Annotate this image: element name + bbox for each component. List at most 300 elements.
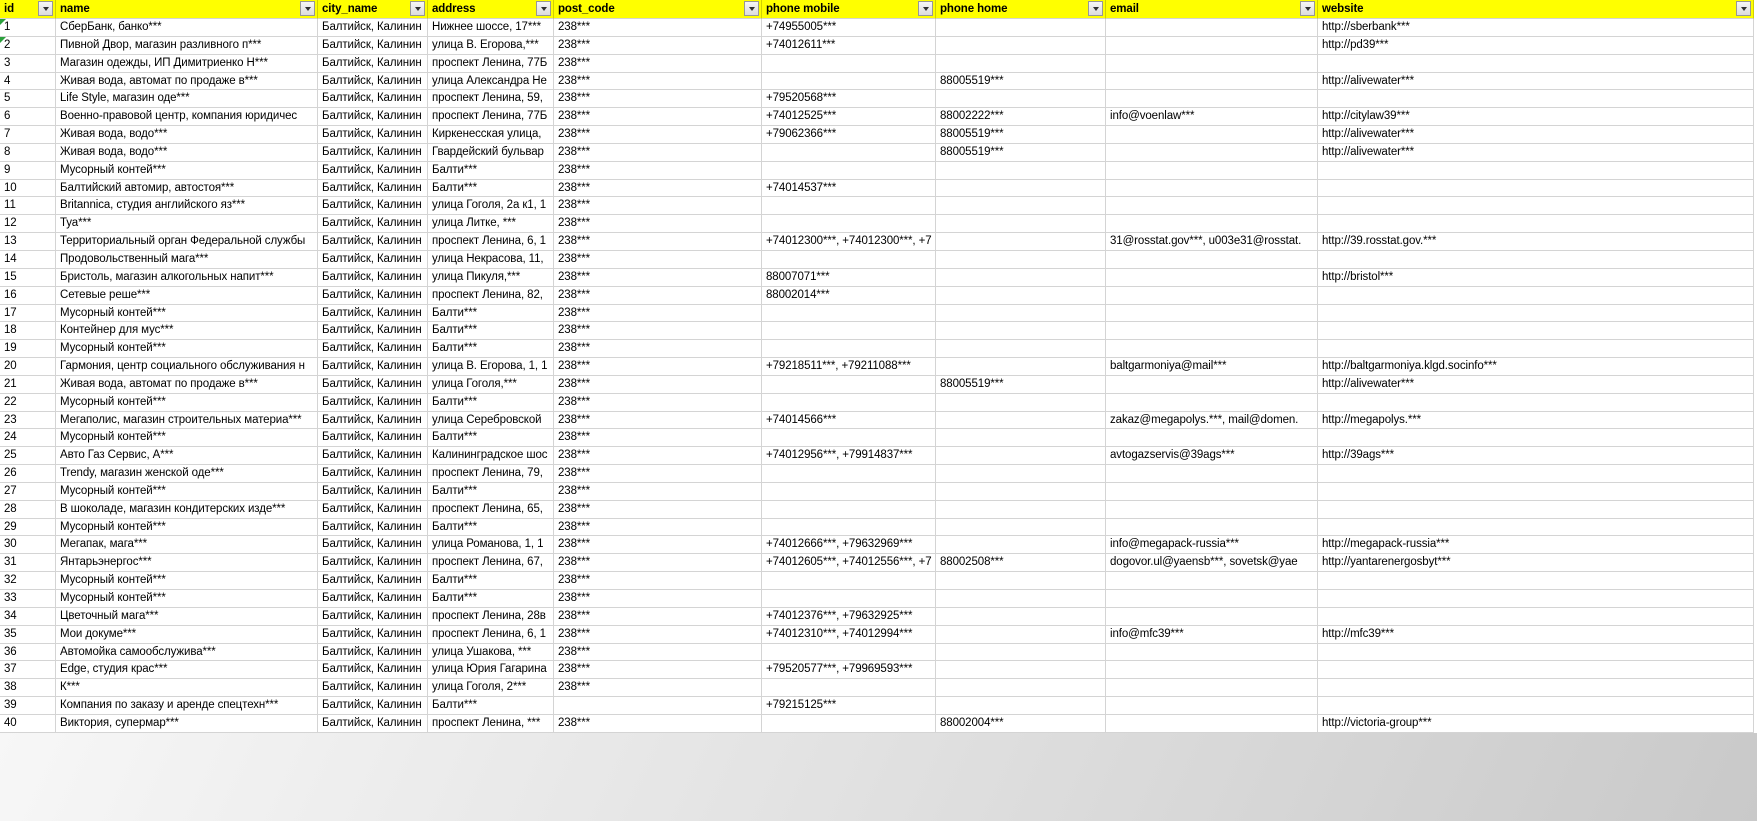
cell-website[interactable]: http://sberbank***	[1318, 19, 1754, 37]
cell-phone-mobile[interactable]	[762, 197, 936, 215]
cell-address[interactable]: Балти***	[428, 162, 554, 180]
cell-id[interactable]: 15	[0, 269, 56, 287]
cell-email[interactable]	[1106, 126, 1318, 144]
cell-email[interactable]	[1106, 340, 1318, 358]
column-header-id[interactable]	[0, 0, 56, 19]
cell-website[interactable]	[1318, 197, 1754, 215]
cell-id[interactable]: 2	[0, 37, 56, 55]
cell-post-code[interactable]: 238***	[554, 215, 762, 233]
cell-address[interactable]: улица Гоголя, 2***	[428, 679, 554, 697]
cell-email[interactable]	[1106, 644, 1318, 662]
cell-name[interactable]: Контейнер для мус***	[56, 322, 318, 340]
cell-phone-home[interactable]	[936, 412, 1106, 430]
cell-email[interactable]	[1106, 483, 1318, 501]
cell-city-name[interactable]: Балтийск, Калинин	[318, 287, 428, 305]
cell-post-code[interactable]: 238***	[554, 108, 762, 126]
cell-name[interactable]: Мусорный контей***	[56, 483, 318, 501]
cell-website[interactable]	[1318, 608, 1754, 626]
cell-post-code[interactable]: 238***	[554, 412, 762, 430]
cell-email[interactable]	[1106, 679, 1318, 697]
cell-post-code[interactable]: 238***	[554, 376, 762, 394]
cell-email[interactable]	[1106, 162, 1318, 180]
cell-website[interactable]	[1318, 394, 1754, 412]
cell-website[interactable]: http://alivewater***	[1318, 376, 1754, 394]
column-header-phone-mobile[interactable]	[762, 0, 936, 19]
cell-website[interactable]: http://alivewater***	[1318, 144, 1754, 162]
cell-address[interactable]: улица Гоголя,***	[428, 376, 554, 394]
cell-phone-mobile[interactable]: +79215125***	[762, 697, 936, 715]
cell-post-code[interactable]: 238***	[554, 305, 762, 323]
cell-phone-home[interactable]	[936, 483, 1106, 501]
cell-phone-home[interactable]	[936, 37, 1106, 55]
cell-phone-home[interactable]	[936, 90, 1106, 108]
cell-phone-home[interactable]	[936, 55, 1106, 73]
cell-phone-mobile[interactable]	[762, 590, 936, 608]
cell-name[interactable]: К***	[56, 679, 318, 697]
cell-phone-mobile[interactable]: 88007071***	[762, 269, 936, 287]
cell-email[interactable]: info@mfc39***	[1106, 626, 1318, 644]
cell-id[interactable]: 29	[0, 519, 56, 537]
filter-dropdown-button[interactable]	[918, 1, 933, 16]
cell-id[interactable]: 14	[0, 251, 56, 269]
cell-phone-home[interactable]	[936, 572, 1106, 590]
cell-email[interactable]	[1106, 501, 1318, 519]
cell-post-code[interactable]: 238***	[554, 162, 762, 180]
cell-city-name[interactable]: Балтийск, Калинин	[318, 37, 428, 55]
cell-phone-mobile[interactable]: +74012666***, +79632969***	[762, 536, 936, 554]
cell-phone-home[interactable]	[936, 519, 1106, 537]
cell-name[interactable]: Авто Газ Сервис, А***	[56, 447, 318, 465]
cell-email[interactable]: 31@rosstat.gov***, u003e31@rosstat.	[1106, 233, 1318, 251]
cell-id[interactable]: 7	[0, 126, 56, 144]
cell-address[interactable]: улица Некрасова, 11,	[428, 251, 554, 269]
cell-address[interactable]: улица Александра Не	[428, 73, 554, 91]
cell-id[interactable]: 1	[0, 19, 56, 37]
cell-email[interactable]	[1106, 180, 1318, 198]
cell-website[interactable]: http://alivewater***	[1318, 73, 1754, 91]
cell-address[interactable]: Балти***	[428, 572, 554, 590]
cell-city-name[interactable]: Балтийск, Калинин	[318, 126, 428, 144]
cell-name[interactable]: Автомойка самообслужива***	[56, 644, 318, 662]
cell-name[interactable]: Балтийский автомир, автостоя***	[56, 180, 318, 198]
cell-name[interactable]: Britannica, студия английского яз***	[56, 197, 318, 215]
cell-name[interactable]: Мегапак, мага***	[56, 536, 318, 554]
filter-dropdown-button[interactable]	[536, 1, 551, 16]
cell-phone-mobile[interactable]: +74012605***, +74012556***, +7	[762, 554, 936, 572]
cell-id[interactable]: 4	[0, 73, 56, 91]
cell-city-name[interactable]: Балтийск, Калинин	[318, 215, 428, 233]
cell-id[interactable]: 26	[0, 465, 56, 483]
cell-email[interactable]	[1106, 322, 1318, 340]
cell-address[interactable]: проспект Ленина, 65,	[428, 501, 554, 519]
cell-phone-mobile[interactable]	[762, 162, 936, 180]
cell-city-name[interactable]: Балтийск, Калинин	[318, 55, 428, 73]
filter-dropdown-button[interactable]	[410, 1, 425, 16]
cell-phone-home[interactable]: 88005519***	[936, 144, 1106, 162]
cell-website[interactable]	[1318, 465, 1754, 483]
cell-post-code[interactable]: 238***	[554, 180, 762, 198]
cell-name[interactable]: Мусорный контей***	[56, 162, 318, 180]
cell-phone-home[interactable]	[936, 465, 1106, 483]
cell-phone-mobile[interactable]	[762, 376, 936, 394]
cell-city-name[interactable]: Балтийск, Калинин	[318, 233, 428, 251]
cell-id[interactable]: 13	[0, 233, 56, 251]
cell-id[interactable]: 30	[0, 536, 56, 554]
cell-post-code[interactable]: 238***	[554, 197, 762, 215]
cell-phone-mobile[interactable]	[762, 322, 936, 340]
cell-phone-home[interactable]: 88002508***	[936, 554, 1106, 572]
cell-id[interactable]: 24	[0, 429, 56, 447]
cell-id[interactable]: 19	[0, 340, 56, 358]
cell-address[interactable]: Гвардейский бульвар	[428, 144, 554, 162]
cell-phone-home[interactable]	[936, 394, 1106, 412]
cell-phone-mobile[interactable]	[762, 305, 936, 323]
cell-address[interactable]: улица Романова, 1, 1	[428, 536, 554, 554]
cell-address[interactable]: Балти***	[428, 519, 554, 537]
cell-post-code[interactable]: 238***	[554, 90, 762, 108]
cell-email[interactable]	[1106, 572, 1318, 590]
cell-website[interactable]	[1318, 429, 1754, 447]
cell-phone-home[interactable]	[936, 536, 1106, 554]
cell-name[interactable]: Военно-правовой центр, компания юридичес	[56, 108, 318, 126]
cell-website[interactable]: http://39ags***	[1318, 447, 1754, 465]
cell-city-name[interactable]: Балтийск, Калинин	[318, 536, 428, 554]
cell-id[interactable]: 27	[0, 483, 56, 501]
cell-post-code[interactable]: 238***	[554, 358, 762, 376]
cell-name[interactable]: Пивной Двор, магазин разливного п***	[56, 37, 318, 55]
cell-phone-mobile[interactable]	[762, 715, 936, 733]
cell-website[interactable]	[1318, 572, 1754, 590]
cell-city-name[interactable]: Балтийск, Калинин	[318, 340, 428, 358]
cell-website[interactable]	[1318, 519, 1754, 537]
cell-email[interactable]: baltgarmoniya@mail***	[1106, 358, 1318, 376]
cell-name[interactable]: Сетевые реше***	[56, 287, 318, 305]
cell-email[interactable]	[1106, 19, 1318, 37]
cell-address[interactable]: проспект Ленина, 6, 1	[428, 233, 554, 251]
cell-address[interactable]: Балти***	[428, 590, 554, 608]
cell-name[interactable]: Мусорный контей***	[56, 590, 318, 608]
cell-post-code[interactable]: 238***	[554, 572, 762, 590]
cell-address[interactable]: Балти***	[428, 483, 554, 501]
cell-id[interactable]: 17	[0, 305, 56, 323]
cell-phone-home[interactable]	[936, 697, 1106, 715]
cell-city-name[interactable]: Балтийск, Калинин	[318, 376, 428, 394]
cell-city-name[interactable]: Балтийск, Калинин	[318, 162, 428, 180]
cell-phone-home[interactable]	[936, 269, 1106, 287]
cell-name[interactable]: Компания по заказу и аренде спецтехн***	[56, 697, 318, 715]
cell-website[interactable]	[1318, 697, 1754, 715]
cell-phone-mobile[interactable]	[762, 519, 936, 537]
cell-phone-mobile[interactable]	[762, 483, 936, 501]
cell-email[interactable]	[1106, 697, 1318, 715]
cell-post-code[interactable]: 238***	[554, 519, 762, 537]
cell-name[interactable]: Цветочный мага***	[56, 608, 318, 626]
cell-name[interactable]: Мусорный контей***	[56, 394, 318, 412]
cell-email[interactable]	[1106, 55, 1318, 73]
filter-dropdown-button[interactable]	[38, 1, 53, 16]
cell-phone-mobile[interactable]: +74012611***	[762, 37, 936, 55]
cell-email[interactable]: avtogazservis@39ags***	[1106, 447, 1318, 465]
cell-email[interactable]	[1106, 37, 1318, 55]
cell-phone-home[interactable]	[936, 19, 1106, 37]
cell-email[interactable]	[1106, 269, 1318, 287]
cell-email[interactable]	[1106, 215, 1318, 233]
cell-city-name[interactable]: Балтийск, Калинин	[318, 644, 428, 662]
column-header-email[interactable]	[1106, 0, 1318, 19]
cell-phone-mobile[interactable]	[762, 73, 936, 91]
cell-phone-mobile[interactable]: +74014566***	[762, 412, 936, 430]
cell-id[interactable]: 22	[0, 394, 56, 412]
cell-website[interactable]: http://yantarenergosbyt***	[1318, 554, 1754, 572]
cell-email[interactable]	[1106, 251, 1318, 269]
cell-id[interactable]: 16	[0, 287, 56, 305]
cell-city-name[interactable]: Балтийск, Калинин	[318, 429, 428, 447]
cell-address[interactable]: проспект Ленина, 28в	[428, 608, 554, 626]
cell-website[interactable]: http://megapolys.***	[1318, 412, 1754, 430]
cell-city-name[interactable]: Балтийск, Калинин	[318, 144, 428, 162]
cell-post-code[interactable]: 238***	[554, 144, 762, 162]
cell-post-code[interactable]: 238***	[554, 501, 762, 519]
cell-id[interactable]: 37	[0, 661, 56, 679]
cell-phone-home[interactable]	[936, 215, 1106, 233]
cell-post-code[interactable]: 238***	[554, 126, 762, 144]
cell-phone-home[interactable]: 88002004***	[936, 715, 1106, 733]
cell-phone-mobile[interactable]	[762, 572, 936, 590]
cell-website[interactable]	[1318, 483, 1754, 501]
cell-email[interactable]	[1106, 590, 1318, 608]
cell-email[interactable]: dogovor.ul@yaensb***, sovetsk@yae	[1106, 554, 1318, 572]
cell-post-code[interactable]: 238***	[554, 590, 762, 608]
cell-address[interactable]: проспект Ленина, 77Б	[428, 55, 554, 73]
cell-name[interactable]: Магазин одежды, ИП Димитриенко Н***	[56, 55, 318, 73]
cell-post-code[interactable]: 238***	[554, 644, 762, 662]
cell-post-code[interactable]: 238***	[554, 340, 762, 358]
cell-phone-home[interactable]	[936, 644, 1106, 662]
cell-name[interactable]: Мусорный контей***	[56, 572, 318, 590]
cell-name[interactable]: В шоколаде, магазин кондитерских изде***	[56, 501, 318, 519]
cell-post-code[interactable]: 238***	[554, 251, 762, 269]
cell-phone-home[interactable]	[936, 501, 1106, 519]
cell-website[interactable]	[1318, 644, 1754, 662]
cell-phone-mobile[interactable]: +74012376***, +79632925***	[762, 608, 936, 626]
cell-city-name[interactable]: Балтийск, Калинин	[318, 305, 428, 323]
cell-phone-mobile[interactable]: 88002014***	[762, 287, 936, 305]
cell-email[interactable]: info@voenlaw***	[1106, 108, 1318, 126]
cell-name[interactable]: Живая вода, водо***	[56, 126, 318, 144]
cell-id[interactable]: 18	[0, 322, 56, 340]
cell-phone-mobile[interactable]: +79520568***	[762, 90, 936, 108]
cell-id[interactable]: 28	[0, 501, 56, 519]
cell-website[interactable]	[1318, 590, 1754, 608]
cell-post-code[interactable]: 238***	[554, 661, 762, 679]
cell-address[interactable]: проспект Ленина, 82,	[428, 287, 554, 305]
cell-phone-home[interactable]	[936, 162, 1106, 180]
cell-id[interactable]: 38	[0, 679, 56, 697]
cell-phone-mobile[interactable]: +74012300***, +74012300***, +7	[762, 233, 936, 251]
filter-dropdown-button[interactable]	[1736, 1, 1751, 16]
cell-city-name[interactable]: Балтийск, Калинин	[318, 73, 428, 91]
cell-phone-home[interactable]: 88005519***	[936, 73, 1106, 91]
cell-id[interactable]: 21	[0, 376, 56, 394]
cell-post-code[interactable]: 238***	[554, 394, 762, 412]
cell-website[interactable]	[1318, 340, 1754, 358]
cell-website[interactable]	[1318, 215, 1754, 233]
cell-name[interactable]: Life Style, магазин оде***	[56, 90, 318, 108]
cell-address[interactable]: Киркенесская улица,	[428, 126, 554, 144]
cell-website[interactable]: http://citylaw39***	[1318, 108, 1754, 126]
cell-website[interactable]	[1318, 251, 1754, 269]
cell-address[interactable]: проспект Ленина, 79,	[428, 465, 554, 483]
cell-post-code[interactable]: 238***	[554, 447, 762, 465]
cell-post-code[interactable]: 238***	[554, 287, 762, 305]
cell-website[interactable]: http://baltgarmoniya.klgd.socinfo***	[1318, 358, 1754, 376]
cell-post-code[interactable]: 238***	[554, 37, 762, 55]
cell-post-code[interactable]: 238***	[554, 269, 762, 287]
cell-name[interactable]: Мегаполис, магазин строительных материа***	[56, 412, 318, 430]
cell-phone-mobile[interactable]	[762, 679, 936, 697]
cell-id[interactable]: 8	[0, 144, 56, 162]
cell-post-code[interactable]: 238***	[554, 73, 762, 91]
cell-name[interactable]: Trendy, магазин женской оде***	[56, 465, 318, 483]
cell-phone-home[interactable]: 88005519***	[936, 126, 1106, 144]
cell-post-code[interactable]: 238***	[554, 55, 762, 73]
cell-phone-mobile[interactable]: +79062366***	[762, 126, 936, 144]
column-header-website[interactable]	[1318, 0, 1754, 19]
cell-email[interactable]	[1106, 715, 1318, 733]
cell-city-name[interactable]: Балтийск, Калинин	[318, 679, 428, 697]
cell-address[interactable]: улица Серебровской	[428, 412, 554, 430]
cell-address[interactable]: улица Литке, ***	[428, 215, 554, 233]
cell-name[interactable]: Мусорный контей***	[56, 429, 318, 447]
cell-post-code[interactable]: 238***	[554, 483, 762, 501]
cell-name[interactable]: Бристоль, магазин алкогольных напит***	[56, 269, 318, 287]
cell-phone-mobile[interactable]: +74012525***	[762, 108, 936, 126]
cell-phone-home[interactable]	[936, 233, 1106, 251]
cell-address[interactable]: проспект Ленина, 59,	[428, 90, 554, 108]
cell-phone-home[interactable]	[936, 590, 1106, 608]
cell-phone-home[interactable]	[936, 322, 1106, 340]
cell-phone-home[interactable]	[936, 197, 1106, 215]
cell-address[interactable]: улица Юрия Гагарина	[428, 661, 554, 679]
cell-city-name[interactable]: Балтийск, Калинин	[318, 447, 428, 465]
cell-post-code[interactable]: 238***	[554, 626, 762, 644]
cell-website[interactable]: http://bristol***	[1318, 269, 1754, 287]
cell-phone-home[interactable]	[936, 340, 1106, 358]
cell-phone-home[interactable]	[936, 358, 1106, 376]
cell-city-name[interactable]: Балтийск, Калинин	[318, 358, 428, 376]
cell-name[interactable]: Живая вода, автомат по продаже в***	[56, 376, 318, 394]
cell-id[interactable]: 12	[0, 215, 56, 233]
cell-phone-home[interactable]	[936, 180, 1106, 198]
cell-website[interactable]: http://megapack-russia***	[1318, 536, 1754, 554]
cell-name[interactable]: Edge, студия крас***	[56, 661, 318, 679]
cell-phone-home[interactable]	[936, 429, 1106, 447]
cell-post-code[interactable]: 238***	[554, 233, 762, 251]
cell-city-name[interactable]: Балтийск, Калинин	[318, 465, 428, 483]
cell-id[interactable]: 31	[0, 554, 56, 572]
cell-phone-home[interactable]	[936, 661, 1106, 679]
cell-address[interactable]: Нижнее шоссе, 17***	[428, 19, 554, 37]
cell-address[interactable]: улица В. Егорова,***	[428, 37, 554, 55]
cell-city-name[interactable]: Балтийск, Калинин	[318, 483, 428, 501]
cell-address[interactable]: Балти***	[428, 429, 554, 447]
cell-email[interactable]	[1106, 429, 1318, 447]
cell-phone-mobile[interactable]	[762, 340, 936, 358]
cell-website[interactable]: http://39.rosstat.gov.***	[1318, 233, 1754, 251]
cell-post-code[interactable]	[554, 697, 762, 715]
cell-name[interactable]: Мои докуме***	[56, 626, 318, 644]
cell-id[interactable]: 6	[0, 108, 56, 126]
cell-address[interactable]: проспект Ленина, ***	[428, 715, 554, 733]
cell-city-name[interactable]: Балтийск, Калинин	[318, 697, 428, 715]
cell-website[interactable]	[1318, 322, 1754, 340]
cell-city-name[interactable]: Балтийск, Калинин	[318, 412, 428, 430]
cell-address[interactable]: Балти***	[428, 394, 554, 412]
cell-id[interactable]: 40	[0, 715, 56, 733]
cell-id[interactable]: 20	[0, 358, 56, 376]
cell-city-name[interactable]: Балтийск, Калинин	[318, 661, 428, 679]
cell-email[interactable]	[1106, 661, 1318, 679]
cell-name[interactable]: Территориальный орган Федеральной службы	[56, 233, 318, 251]
cell-post-code[interactable]: 238***	[554, 679, 762, 697]
cell-address[interactable]: Балти***	[428, 340, 554, 358]
cell-website[interactable]	[1318, 162, 1754, 180]
cell-city-name[interactable]: Балтийск, Калинин	[318, 269, 428, 287]
cell-phone-mobile[interactable]	[762, 215, 936, 233]
cell-email[interactable]: info@megapack-russia***	[1106, 536, 1318, 554]
cell-email[interactable]	[1106, 376, 1318, 394]
cell-name[interactable]: Мусорный контей***	[56, 340, 318, 358]
filter-dropdown-button[interactable]	[300, 1, 315, 16]
cell-phone-home[interactable]	[936, 626, 1106, 644]
cell-city-name[interactable]: Балтийск, Калинин	[318, 322, 428, 340]
cell-email[interactable]	[1106, 90, 1318, 108]
cell-city-name[interactable]: Балтийск, Калинин	[318, 108, 428, 126]
column-header-phone-home[interactable]	[936, 0, 1106, 19]
cell-email[interactable]	[1106, 608, 1318, 626]
cell-name[interactable]: Живая вода, водо***	[56, 144, 318, 162]
cell-post-code[interactable]: 238***	[554, 465, 762, 483]
cell-address[interactable]: Балти***	[428, 305, 554, 323]
cell-city-name[interactable]: Балтийск, Калинин	[318, 90, 428, 108]
cell-phone-home[interactable]: 88002222***	[936, 108, 1106, 126]
cell-address[interactable]: Калининградское шос	[428, 447, 554, 465]
cell-website[interactable]	[1318, 180, 1754, 198]
column-header-city-name[interactable]	[318, 0, 428, 19]
cell-address[interactable]: улица Ушакова, ***	[428, 644, 554, 662]
column-header-post-code[interactable]	[554, 0, 762, 19]
cell-phone-home[interactable]	[936, 287, 1106, 305]
cell-phone-home[interactable]	[936, 679, 1106, 697]
cell-website[interactable]	[1318, 501, 1754, 519]
cell-phone-mobile[interactable]: +74012310***, +74012994***	[762, 626, 936, 644]
cell-city-name[interactable]: Балтийск, Калинин	[318, 572, 428, 590]
cell-address[interactable]: Балти***	[428, 322, 554, 340]
cell-phone-home[interactable]: 88005519***	[936, 376, 1106, 394]
cell-id[interactable]: 39	[0, 697, 56, 715]
cell-id[interactable]: 36	[0, 644, 56, 662]
cell-phone-mobile[interactable]: +74014537***	[762, 180, 936, 198]
cell-city-name[interactable]: Балтийск, Калинин	[318, 197, 428, 215]
cell-city-name[interactable]: Балтийск, Калинин	[318, 554, 428, 572]
cell-phone-home[interactable]	[936, 447, 1106, 465]
cell-address[interactable]: улица Пикуля,***	[428, 269, 554, 287]
cell-phone-mobile[interactable]: +79218511***, +79211088***	[762, 358, 936, 376]
cell-email[interactable]	[1106, 519, 1318, 537]
cell-website[interactable]	[1318, 90, 1754, 108]
cell-address[interactable]: проспект Ленина, 67,	[428, 554, 554, 572]
cell-post-code[interactable]: 238***	[554, 554, 762, 572]
